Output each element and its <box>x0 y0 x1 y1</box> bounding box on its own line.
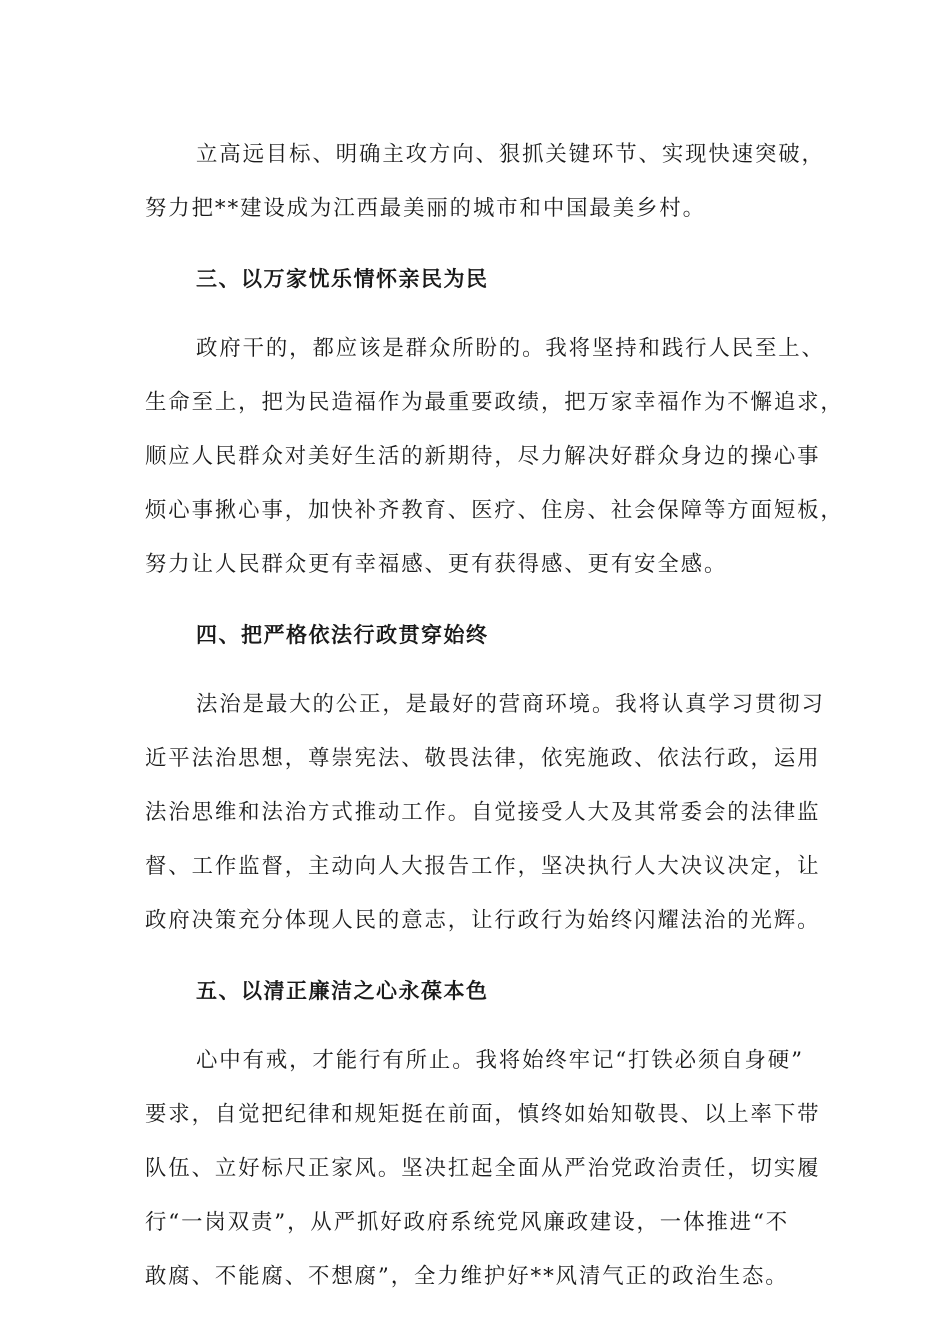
section-heading: 五、以清正廉洁之心永葆本色 <box>196 979 489 1003</box>
section-heading: 三、以万家忧乐情怀亲民为民 <box>196 267 489 291</box>
paragraph-line: 立高远目标、明确主攻方向、狠抓关键环节、实现快速突破， <box>196 142 825 167</box>
paragraph-line: 敢腐、不能腐、不想腐”，全力维护好**风清气正的政治生态。 <box>145 1264 789 1289</box>
paragraph-line: 行“一岗双责”，从严抓好政府系统党风廉政建设，一体推进“不 <box>145 1210 790 1235</box>
paragraph <box>145 128 825 236</box>
paragraph <box>145 1034 821 1304</box>
paragraph-line: 要求，自觉把纪律和规矩挺在前面，慎终如始知敬畏、以上率下带 <box>145 1102 821 1127</box>
section-heading: 四、把严格依法行政贯穿始终 <box>196 623 489 647</box>
paragraph-line: 生命至上，把为民造福作为最重要政绩，把万家幸福作为不懈追求， <box>145 390 844 415</box>
paragraph-line: 督、工作监督，主动向人大报告工作，坚决执行人大决议决定，让 <box>145 854 821 879</box>
paragraph <box>145 322 844 592</box>
paragraph-line: 努力让人民群众更有幸福感、更有获得感、更有安全感。 <box>145 552 728 577</box>
paragraph <box>145 678 825 948</box>
paragraph-line: 政府决策充分体现人民的意志，让行政行为始终闪耀法治的光辉。 <box>145 908 821 933</box>
paragraph-line: 法治是最大的公正，是最好的营商环境。我将认真学习贯彻习 <box>196 692 825 717</box>
paragraph-line: 烦心事揪心事，加快补齐教育、医疗、住房、社会保障等方面短板， <box>145 498 844 523</box>
paragraph-line: 法治思维和法治方式推动工作。自觉接受人大及其常委会的法律监 <box>145 800 821 825</box>
document-body <box>145 128 844 1304</box>
paragraph-line: 政府干的，都应该是群众所盼的。我将坚持和践行人民至上、 <box>196 336 825 361</box>
paragraph-line: 努力把**建设成为江西最美丽的城市和中国最美乡村。 <box>145 196 706 221</box>
paragraph-line: 近平法治思想，尊崇宪法、敬畏法律，依宪施政、依法行政，运用 <box>145 746 821 771</box>
paragraph-line: 顺应人民群众对美好生活的新期待，尽力解决好群众身边的操心事 <box>145 444 821 469</box>
paragraph-line: 队伍、立好标尺正家风。坚决扛起全面从严治党政治责任，切实履 <box>145 1156 821 1181</box>
paragraph-line: 心中有戒，才能行有所止。我将始终牢记“打铁必须自身硬” <box>196 1048 804 1073</box>
